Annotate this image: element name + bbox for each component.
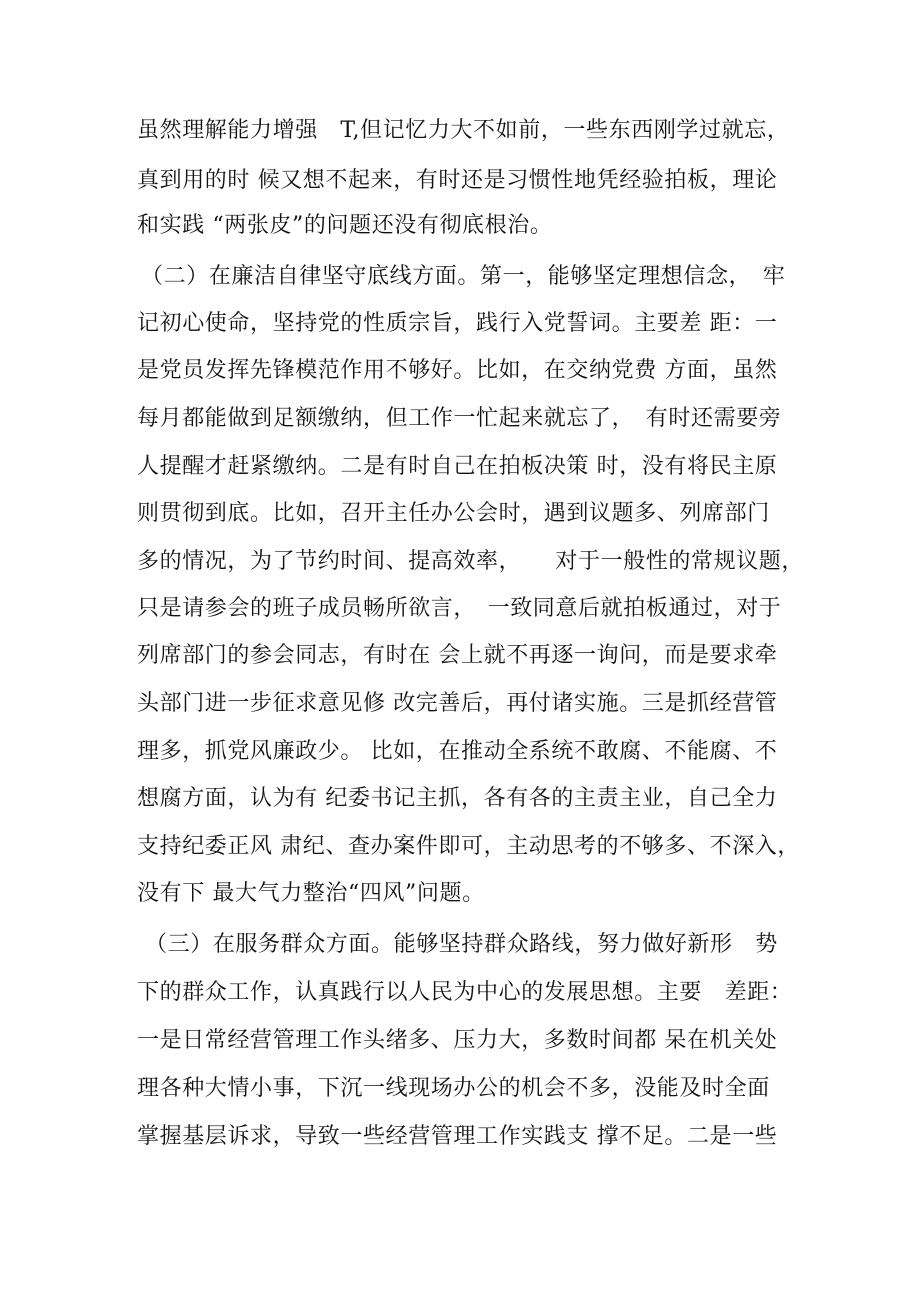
text-line: 只是请参会的班子成员畅所欲言， 一致同意后就拍板通过，对于 (137, 596, 782, 621)
text-line: 虽然理解能力增强 T,但记忆力大不如前，一些东西刚学过就忘， (137, 118, 790, 143)
text-line: 列席部门的参会同志，有时在 会上就不再逐一询问，而是要求牵 (137, 643, 778, 668)
text-line: 一是日常经营管理工作头绪多、压力大，多数时间都 呆在机关处 (137, 1028, 778, 1053)
text-line: 掌握基层诉求，导致一些经营管理工作实践支 撑不足。二是一些 (137, 1124, 778, 1149)
text-line: 想腐方面，认为有 纪委书记主抓，各有各的主责主业，自己全力 (137, 786, 778, 811)
text-line: 支持纪委正风 肃纪、查办案件即可，主动思考的不够多、不深入， (137, 834, 800, 859)
text-line: 下的群众工作，认真践行以人民为中心的发展思想。主要 差距： (137, 980, 793, 1005)
text-line: 真到用的时 候又想不起来，有时还是习惯性地凭经验拍板，理论 (137, 168, 778, 193)
text-line: （二）在廉洁自律坚守底线方面。第一，能够坚定理想信念， 牢 (141, 264, 786, 289)
text-line: 是党员发挥先锋模范作用不够好。比如，在交纳党费 方面，虽然 (137, 358, 778, 383)
text-line: 每月都能做到足额缴纳，但工作一忙起来就忘了， 有时还需要旁 (137, 406, 782, 431)
text-line: 理多，抓党风廉政少。 比如，在推动全系统不敢腐、不能腐、不 (137, 739, 778, 764)
text-line: 理各种大情小事，下沉一线现场办公的机会不多，没能及时全面 (137, 1076, 770, 1101)
text-line: 头部门进一步征求意见修 改完善后，再付诸实施。三是抓经营管 (137, 691, 778, 716)
text-line: （三）在服务群众方面。能够坚持群众路线，努力做好新形 势 (145, 932, 778, 957)
text-line: 记初心使命，坚持党的性质宗旨，践行入党誓词。主要差 距：一 (137, 311, 778, 336)
text-line: 人提醒才赶紧缴纳。二是有时自己在拍板决策 时，没有将民主原 (137, 454, 778, 479)
text-line: 和实践 “两张皮”的问题还没有彻底根治。 (137, 213, 553, 238)
text-line: 多的情况，为了节约时间、提高效率， 对于一般性的常规议题， (137, 549, 805, 574)
text-line: 没有下 最大气力整治“四风”问题。 (137, 881, 485, 906)
text-line: 则贯彻到底。比如，召开主任办公会时，遇到议题多、列席部门 (137, 501, 770, 526)
